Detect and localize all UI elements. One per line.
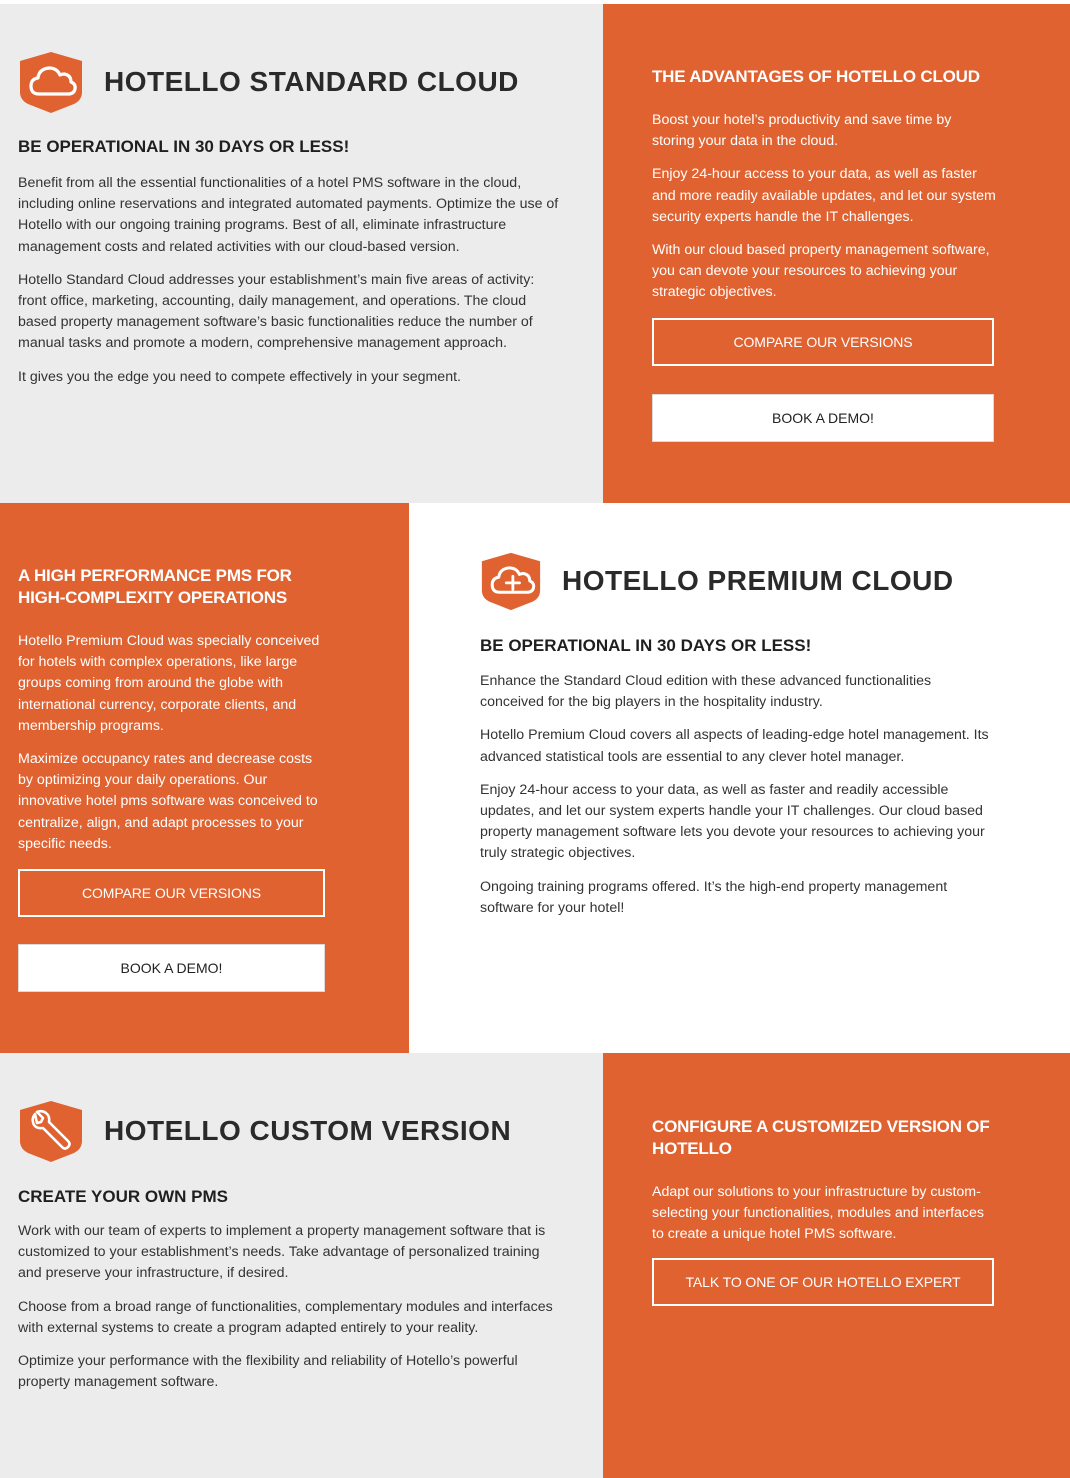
- custom-copy: [18, 1221, 566, 1405]
- cloud-icon: [18, 50, 84, 114]
- performance-title: A HIGH PERFORMANCE PMS FOR HIGH-COMPLEXITY OPERATIONS: [18, 566, 292, 607]
- advantages-copy: [652, 110, 997, 316]
- custom-version-section: [0, 1053, 1070, 1478]
- custom-paragraph: Choose from a broad range of functionalities, complementary modules and interfaces with external systems to create a program adapted entirely to your reality.: [18, 1298, 553, 1336]
- compare-versions-button[interactable]: COMPARE OUR VERSIONS: [18, 869, 325, 917]
- custom-paragraph: Optimize your performance with the flexibility and reliability of Hotello’s powerful property management software.: [18, 1353, 518, 1391]
- standard-cloud-section: [0, 4, 1070, 503]
- talk-to-expert-button[interactable]: TALK TO ONE OF OUR HOTELLO EXPERT: [652, 1258, 994, 1306]
- standard-subtitle: BE OPERATIONAL IN 30 DAYS OR LESS!: [18, 137, 350, 156]
- standard-cloud-panel: [0, 4, 603, 503]
- custom-version-header: [18, 1099, 511, 1163]
- premium-title: HOTELLO PREMIUM CLOUD: [562, 565, 954, 596]
- premium-subtitle: BE OPERATIONAL IN 30 DAYS OR LESS!: [480, 636, 812, 655]
- standard-paragraph: Hotello Standard Cloud addresses your establishment’s main five areas of activity: front office, marketing, accounting, daily management, and operations. The cloud based property management software’s basic functionalities reduce the number of manual tasks and promote a modern, comprehensive management approach.: [18, 271, 535, 352]
- book-demo-button[interactable]: BOOK A DEMO!: [18, 944, 325, 992]
- performance-copy: [18, 631, 328, 867]
- custom-subtitle: CREATE YOUR OWN PMS: [18, 1187, 228, 1206]
- premium-paragraph: Ongoing training programs offered. It’s the high-end property management software for your hotel!: [480, 878, 948, 916]
- premium-cloud-panel: [409, 503, 1070, 1053]
- configure-title: CONFIGURE A CUSTOMIZED VERSION OF HOTELLO: [652, 1117, 990, 1158]
- performance-paragraph: Hotello Premium Cloud was specially conceived for hotels with complex operations, like large groups coming from around the globe with international currency, corporate clients, and membership programs.: [18, 633, 320, 734]
- standard-cloud-header: [18, 50, 519, 114]
- configure-paragraph: Adapt our solutions to your infrastructure by custom-selecting your functionalities, modules and interfaces to create a unique hotel PMS software.: [652, 1184, 985, 1243]
- premium-copy: [480, 671, 995, 931]
- premium-cloud-section: [0, 503, 1070, 1053]
- custom-paragraph: Work with our team of experts to implement a property management software that is customized to your establishment’s needs. Take advantage of personalized training and preserve your infrastructure, if desired.: [18, 1223, 546, 1282]
- standard-paragraph: Benefit from all the essential functionalities of a hotel PMS software in the cloud, including online reservations and integrated automated payments. Optimize the use of Hotello with our ongoing training programs. Best of all, eliminate infrastructure management costs and related activities with our cloud-based version.: [18, 175, 559, 255]
- configure-copy: [652, 1182, 997, 1258]
- advantages-title: THE ADVANTAGES OF HOTELLO CLOUD: [652, 67, 980, 86]
- configure-panel: [603, 1053, 1070, 1478]
- advantages-paragraph: Enjoy 24-hour access to your data, as well as faster and more readily available updates, and let our system security experts handle the IT challenges.: [652, 166, 996, 225]
- advantages-paragraph: With our cloud based property management software, you can devote your resources to achieving your strategic objectives.: [652, 242, 990, 301]
- premium-cloud-header: [480, 549, 954, 613]
- advantages-panel: [603, 4, 1070, 503]
- performance-panel: [0, 503, 409, 1053]
- performance-paragraph: Maximize occupancy rates and decrease costs by optimizing your daily operations. Our innovative hotel pms software was conceived to centralize, align, and adapt processes to your specific needs.: [18, 751, 318, 852]
- custom-title: HOTELLO CUSTOM VERSION: [104, 1115, 512, 1146]
- cloud-plus-icon: [480, 549, 542, 613]
- standard-copy: [18, 173, 566, 400]
- wrench-icon: [18, 1099, 84, 1163]
- book-demo-button[interactable]: BOOK A DEMO!: [652, 394, 994, 442]
- page-title: HOTELLO STANDARD CLOUD: [104, 66, 519, 97]
- premium-paragraph: Hotello Premium Cloud covers all aspects of leading-edge hotel management. Its advanced statistical tools are essential to any clever hotel manager.: [480, 727, 989, 765]
- premium-paragraph: Enhance the Standard Cloud edition with these advanced functionalities conceived for the big players in the hospitality industry.: [480, 673, 932, 711]
- custom-version-panel: [0, 1053, 603, 1478]
- compare-versions-button[interactable]: COMPARE OUR VERSIONS: [652, 318, 994, 366]
- advantages-paragraph: Boost your hotel’s productivity and save time by storing your data in the cloud.: [652, 112, 952, 150]
- premium-paragraph: Enjoy 24-hour access to your data, as well as faster and readily accessible updates, and let our system experts handle your IT challenges. Our cloud based property management software lets you devote your resources to achieving your truly strategic objectives.: [480, 781, 985, 862]
- standard-paragraph: It gives you the edge you need to compete effectively in your segment.: [18, 368, 461, 385]
